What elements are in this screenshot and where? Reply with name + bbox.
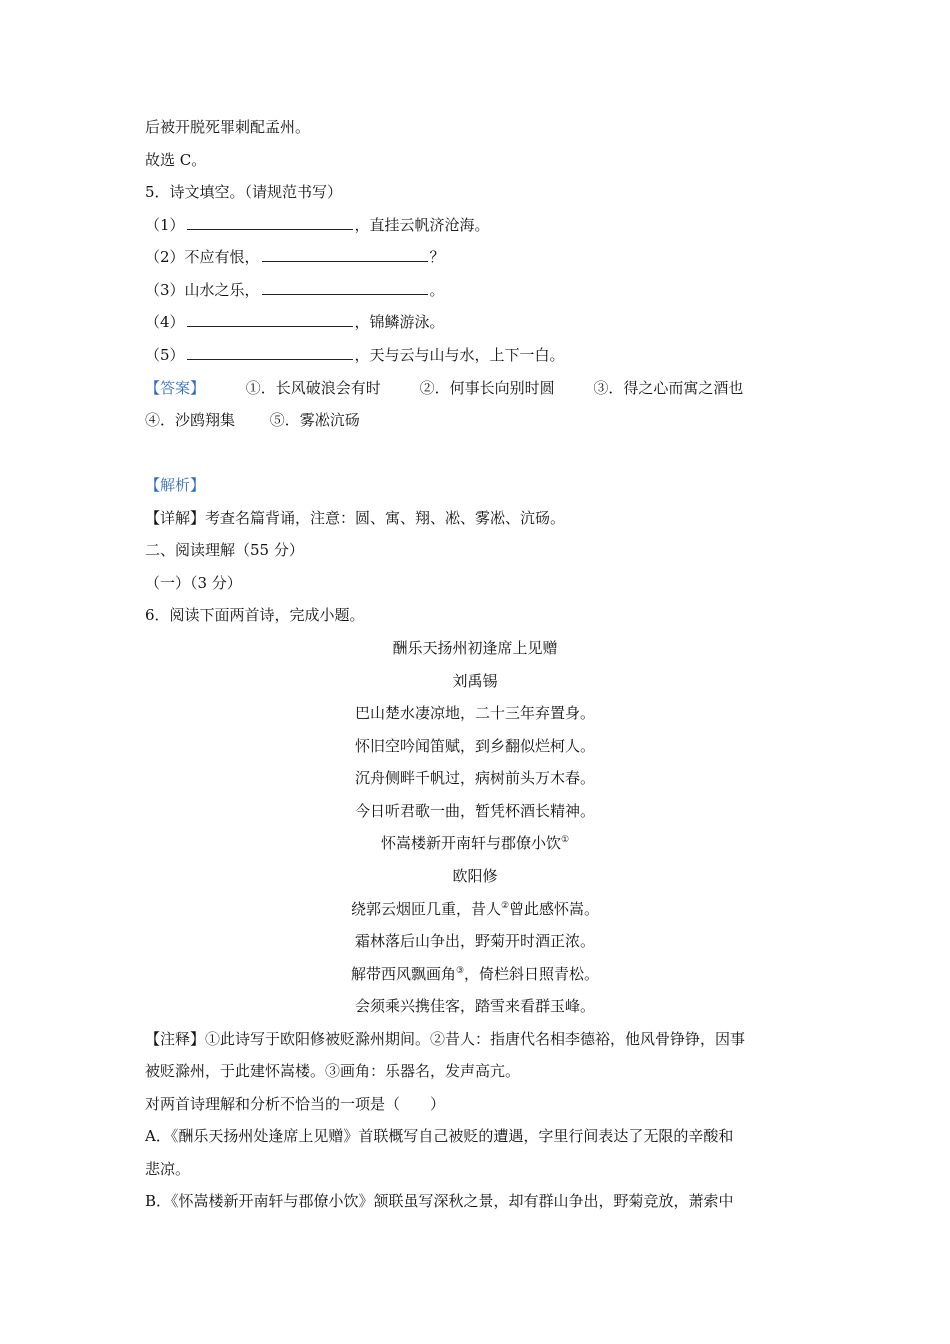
answer-item: ①．长风破浪会有时 (245, 379, 381, 397)
option-a-cont: 悲凉。 (145, 1160, 191, 1178)
part-heading: （一）（3 分） (145, 574, 242, 592)
notes-line: 被贬滁州，于此建怀嵩楼。③画角：乐器名，发声高亢。 (145, 1062, 521, 1080)
fill-item-3 (145, 280, 445, 300)
answer-item: ②．何事长向别时圆 (419, 379, 555, 397)
answer-line-2 (145, 410, 360, 430)
poem2-author: 欧阳修 (452, 867, 498, 885)
poem2-line: 霜林落后山争出，野菊开时酒正浓。 (354, 932, 595, 950)
fill-blank[interactable] (187, 345, 353, 360)
text-line: 故选 C。 (145, 151, 207, 169)
fill-item-4 (145, 312, 445, 332)
poem2-line-text: 曾此感怀嵩。 (509, 900, 600, 918)
option-a[interactable]: A．《酬乐天扬州处逢席上见赠》首联概写自己被贬的遭遇，字里行间表达了无限的辛酸和 (145, 1127, 734, 1145)
fill-prefix: （3）山水之乐， (145, 281, 260, 299)
fill-prefix: （4） (145, 313, 185, 331)
question-6-title: 6．阅读下面两首诗，完成小题。 (145, 606, 365, 624)
poem1-line: 怀旧空吟闻笛赋，到乡翻似烂柯人。 (354, 737, 595, 755)
fill-item-5 (145, 345, 565, 365)
detail-line: 【详解】考查名篇背诵，注意：圆、寓、翔、凇、雾凇、沆砀。 (145, 509, 566, 527)
option-b[interactable]: B．《怀嵩楼新开南轩与郡僚小饮》颔联虽写深秋之景，却有群山争出，野菊竞放，萧索中 (145, 1192, 734, 1210)
notes-line: 【注释】①此诗写于欧阳修被贬滁州期间。②昔人：指唐代名相李德裕，他风骨铮铮，因事 (145, 1030, 746, 1048)
fill-blank[interactable] (187, 312, 353, 327)
poem2-line-text: ，倚栏斜日照青松。 (464, 965, 600, 983)
fill-prefix: （5） (145, 346, 185, 364)
poem2-title (0, 833, 950, 853)
poem2-line-text: 解带西风飘画角 (350, 965, 456, 983)
fill-suffix: 。 (429, 281, 445, 299)
answer-item: ④．沙鸥翔集 (145, 411, 236, 429)
text-line: 后被开脱死罪刺配孟州。 (145, 118, 311, 136)
fill-suffix: ，锦鳞游泳。 (354, 313, 445, 331)
answer-item: ⑤．雾凇沆砀 (269, 411, 360, 429)
question-stem: 对两首诗理解和分析不恰当的一项是（ ） (145, 1095, 446, 1113)
poem1-line: 巴山楚水凄凉地，二十三年弃置身。 (354, 704, 595, 722)
footnote-marker: ② (500, 901, 510, 911)
poem2-title-text: 怀嵩楼新开南轩与郡僚小饮 (380, 834, 561, 852)
footnote-marker: ③ (455, 966, 465, 976)
analysis-tag: 【解析】 (145, 476, 206, 494)
poem2-line-text: 绕郭云烟匝几重，昔人 (350, 900, 501, 918)
section-heading: 二、阅读理解（55 分） (145, 541, 304, 559)
poem1-author: 刘禹锡 (452, 672, 498, 690)
fill-item-2 (145, 247, 445, 267)
fill-suffix: ？ (429, 248, 445, 266)
poem1-title: 酬乐天扬州初逢席上见赠 (392, 639, 558, 657)
fill-prefix: （1） (145, 216, 185, 234)
fill-blank[interactable] (262, 247, 428, 262)
poem2-line (0, 899, 950, 919)
poem2-line: 会须乘兴携佳客，踏雪来看群玉峰。 (354, 997, 595, 1015)
fill-item-1 (145, 215, 490, 235)
poem1-line: 今日听君歌一曲，暂凭杯酒长精神。 (354, 802, 595, 820)
answer-tag: 【答案】 (145, 379, 206, 397)
answer-item: ③．得之心而寓之酒也 (593, 379, 744, 397)
fill-suffix: ，天与云与山与水，上下一白。 (354, 346, 565, 364)
fill-blank[interactable] (262, 280, 428, 295)
fill-prefix: （2）不应有恨， (145, 248, 260, 266)
question-5-title: 5．诗文填空。（请规范书写） (145, 183, 343, 201)
fill-suffix: ，直挂云帆济沧海。 (354, 216, 490, 234)
fill-blank[interactable] (187, 215, 353, 230)
poem2-line (0, 964, 950, 984)
footnote-marker: ① (560, 835, 570, 845)
poem1-line: 沉舟侧畔千帆过，病树前头万木春。 (354, 769, 595, 787)
answer-line (145, 378, 743, 398)
